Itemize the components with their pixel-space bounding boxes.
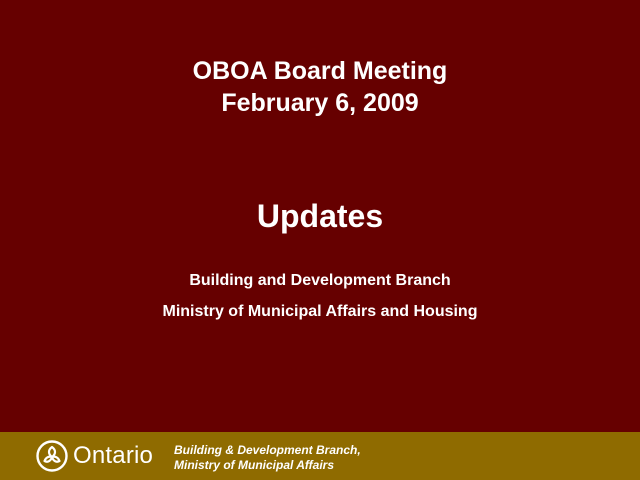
footer-caption [174, 443, 361, 473]
trillium-icon [36, 440, 68, 472]
branch-name: Building and Development Branch [189, 272, 451, 289]
meeting-date: February 6, 2009 [221, 89, 419, 117]
footer-band [0, 432, 640, 480]
slide-heading: Updates [256, 198, 384, 234]
footer-caption-line1: Building & Development Branch, [174, 443, 361, 457]
title-block [0, 55, 640, 119]
ontario-logo [36, 440, 153, 472]
footer-caption-line2: Ministry of Municipal Affairs [174, 458, 335, 472]
ministry-name: Ministry of Municipal Affairs and Housing [162, 303, 478, 320]
ontario-wordmark: Ontario [73, 442, 154, 469]
meeting-title: OBOA Board Meeting [192, 57, 448, 85]
